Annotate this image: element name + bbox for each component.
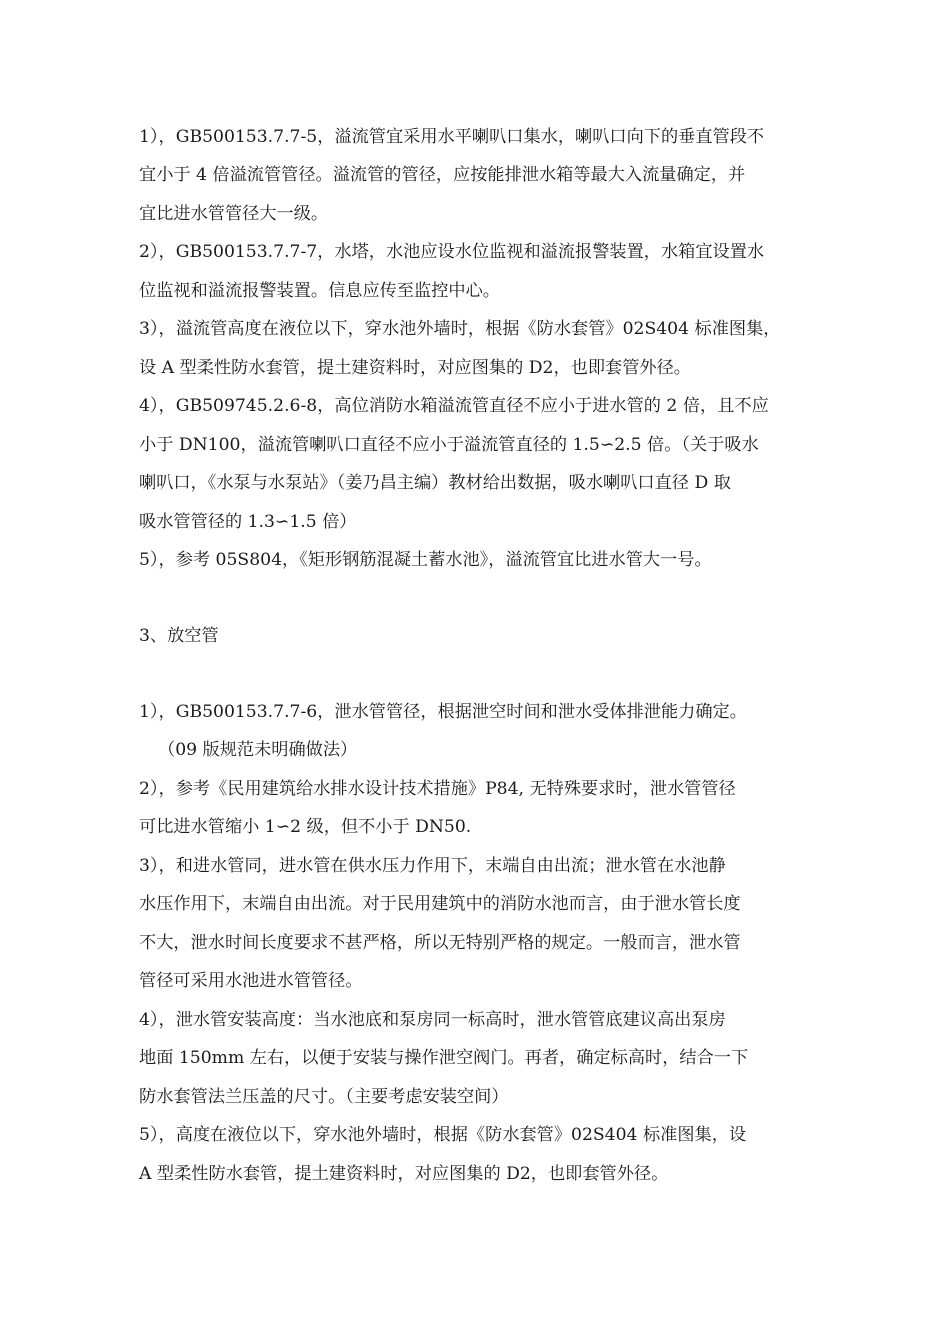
drain-line-7: 不大，泄水时间长度要求不甚严格，所以无特别严格的规定。一般而言，泄水管 <box>139 933 741 953</box>
drain-line-13: A 型柔性防水套管，提土建资料时，对应图集的 D2，也即套管外径。 <box>139 1164 669 1184</box>
overflow-line-7: 设 A 型柔性防水套管，提土建资料时，对应图集的 D2，也即套管外径。 <box>139 358 691 378</box>
drain-line-3: 2），参考《民用建筑给水排水设计技术措施》P84, 无特殊要求时，泄水管管径 <box>139 779 736 799</box>
drain-line-9: 4），泄水管安装高度：当水池底和泵房同一标高时，泄水管管底建议高出泵房 <box>139 1010 726 1030</box>
drain-line-6: 水压作用下，末端自由出流。对于民用建筑中的消防水池而言，由于泄水管长度 <box>139 894 741 914</box>
overflow-line-2: 宜小于 4 倍溢流管管径。溢流管的管径，应按能排泄水箱等最大入流量确定，并 <box>139 165 746 185</box>
drain-line-11: 防水套管法兰压盖的尺寸。（主要考虑安装空间） <box>139 1087 509 1107</box>
drain-line-12: 5），高度在液位以下，穿水池外墙时，根据《防水套管》02S404 标准图集，设 <box>139 1125 747 1145</box>
overflow-line-8: 4），GB509745.2.6-8，高位消防水箱溢流管直径不应小于进水管的 2 倍，且不应 <box>139 396 769 416</box>
overflow-line-1: 1），GB500153.7.7-5，溢流管宜采用水平喇叭口集水，喇叭口向下的垂直管段不 <box>139 127 765 147</box>
overflow-line-12: 5），参考 05S804，《矩形钢筋混凝土蓄水池》，溢流管宜比进水管大一号。 <box>139 550 712 570</box>
overflow-line-11: 吸水管管径的 1.3∽1.5 倍） <box>139 512 357 532</box>
drain-line-1: 1），GB500153.7.7-6，泄水管管径，根据泄空时间和泄水受体排泄能力确定。 <box>139 702 747 722</box>
section-heading: 3、放空管 <box>139 626 219 646</box>
overflow-line-9: 小于 DN100，溢流管喇叭口直径不应小于溢流管直径的 1.5∽2.5 倍。（关于吸水 <box>139 435 759 455</box>
drain-line-4: 可比进水管缩小 1∽2 级，但不小于 DN50. <box>139 817 472 837</box>
drain-line-5: 3），和进水管同，进水管在供水压力作用下，末端自由出流；泄水管在水池静 <box>139 856 726 876</box>
drain-line-8: 管径可采用水池进水管管径。 <box>139 971 363 991</box>
overflow-line-4: 2），GB500153.7.7-7，水塔，水池应设水位监视和溢流报警装置，水箱宜设置水 <box>139 242 765 262</box>
overflow-line-5: 位监视和溢流报警装置。信息应传至监控中心。 <box>139 281 500 301</box>
drain-line-2: （09 版规范未明确做法） <box>158 740 358 760</box>
overflow-line-3: 宜比进水管管径大一级。 <box>139 204 329 224</box>
overflow-line-10: 喇叭口，《水泵与水泵站》（姜乃昌主编）教材给出数据，吸水喇叭口直径 D 取 <box>139 473 731 493</box>
drain-line-10: 地面 150mm 左右，以便于安装与操作泄空阀门。再者，确定标高时，结合一下 <box>139 1048 749 1068</box>
overflow-line-6: 3），溢流管高度在液位以下，穿水池外墙时，根据《防水套管》02S404 标准图集， <box>139 319 781 339</box>
